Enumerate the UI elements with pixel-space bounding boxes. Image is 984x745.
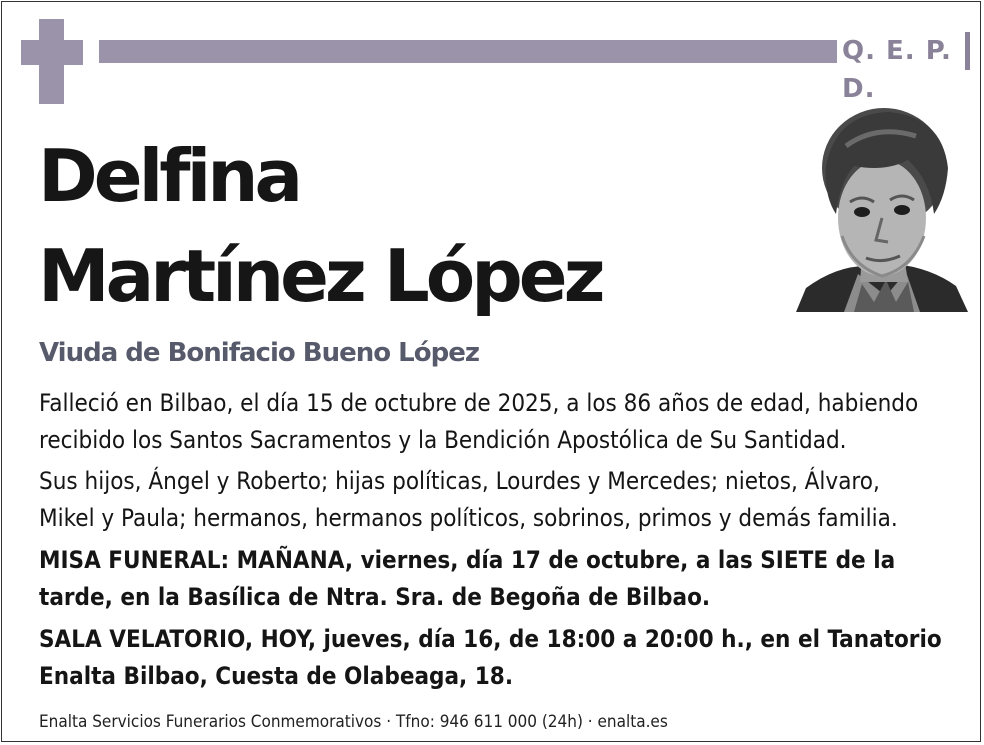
deceased-surnames: Martínez López (38, 234, 602, 318)
funeral-mass-paragraph (39, 542, 969, 616)
qepd-label: Q. E. P. D. (842, 32, 970, 70)
funeral-service-footer: Enalta Servicios Funerarios Conmemorativos · Tfno: 946 611 000 (24h) · enalta.es (39, 712, 668, 732)
paragraph-line: Falleció en Bilbao, el día 15 de octubre de 2025, a los 86 años de edad, habiendo (39, 389, 919, 417)
widow-subtitle: Viuda de Bonifacio Bueno López (39, 338, 479, 368)
deceased-first-name: Delfina (38, 134, 300, 218)
paragraph-line: Sus hijos, Ángel y Roberto; hijas políticas, Lourdes y Mercedes; nietos, Álvaro, (39, 467, 880, 495)
header-bar (99, 40, 837, 63)
death-notice-paragraph (39, 385, 969, 459)
paragraph-line: MISA FUNERAL: MAÑANA, viernes, día 17 de octubre, a las SIETE de la (39, 546, 896, 574)
paragraph-line: SALA VELATORIO, HOY, jueves, día 16, de 18:00 a 20:00 h., en el Tanatorio (39, 625, 942, 653)
portrait-photo (796, 106, 968, 312)
obituary-card (1, 1, 981, 742)
paragraph-line: recibido los Santos Sacramentos y la Bendición Apostólica de Su Santidad. (39, 426, 847, 454)
wake-room-paragraph (39, 621, 969, 695)
family-paragraph (39, 463, 969, 537)
paragraph-line: Enalta Bilbao, Cuesta de Olabeaga, 18. (39, 662, 514, 690)
cross-icon-arm (21, 40, 83, 65)
paragraph-line: tarde, en la Basílica de Ntra. Sra. de Begoña de Bilbao. (39, 583, 711, 611)
paragraph-line: Mikel y Paula; hermanos, hermanos políticos, sobrinos, primos y demás familia. (39, 504, 898, 532)
